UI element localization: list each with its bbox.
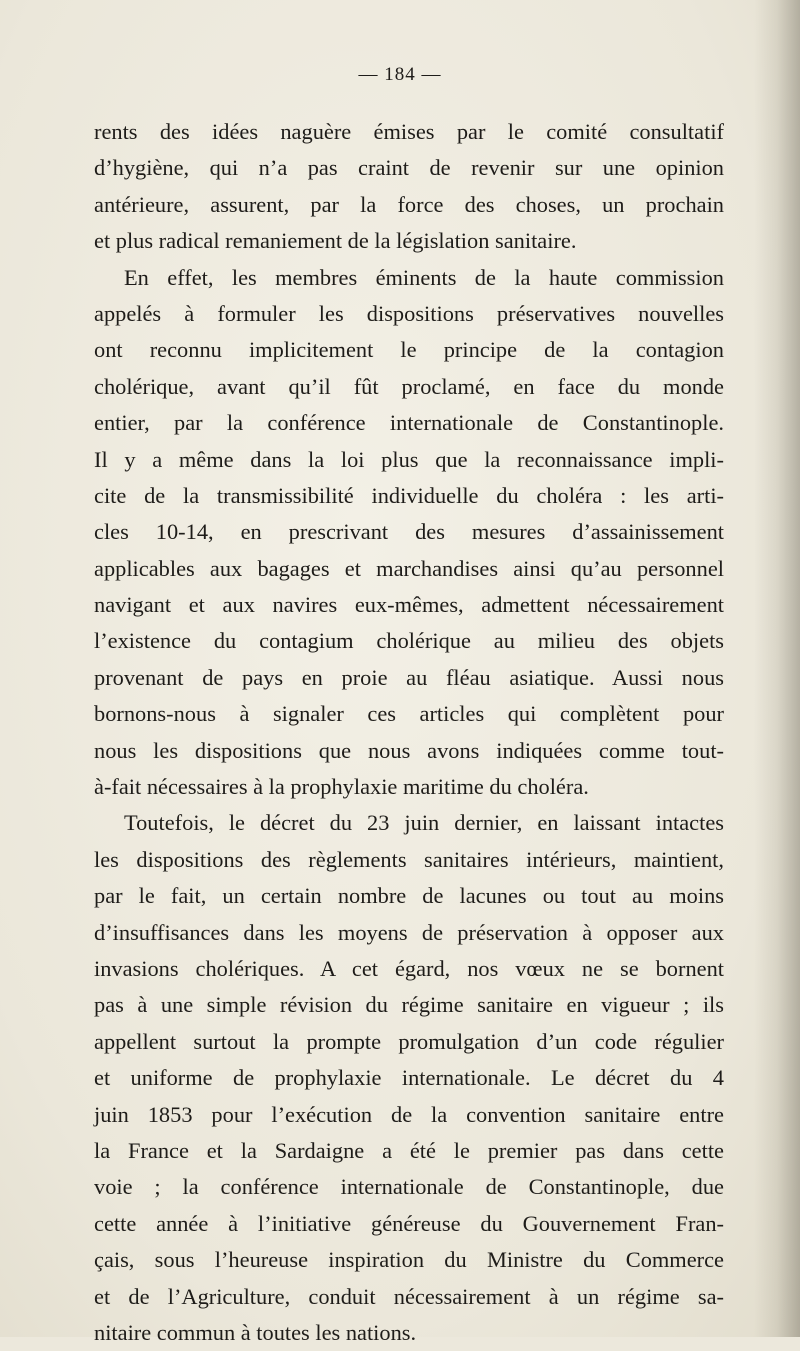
text-line: entier, par la conférence internationale de Constantinople.: [94, 410, 724, 436]
text-line: et de l’Agriculture, conduit nécessairement à un régime sa-: [94, 1283, 724, 1309]
text-line: d’hygiène, qui n’a pas craint de revenir sur une opinion: [94, 155, 724, 181]
text-line: par le fait, un certain nombre de lacunes ou tout au moins: [94, 883, 724, 909]
body-text: [94, 114, 724, 1351]
text-line: cette année à l’initiative généreuse du Gouvernement Fran-: [94, 1210, 724, 1236]
text-line: provenant de pays en proie au fléau asiatique. Aussi nous: [94, 664, 724, 690]
text-line: cite de la transmissibilité individuelle du choléra : les arti-: [94, 482, 724, 508]
text-line: appellent surtout la prompte promulgation d’un code régulier: [94, 1028, 724, 1054]
text-line: ont reconnu implicitement le principe de la contagion: [94, 337, 724, 363]
text-line: Il y a même dans la loi plus que la reconnaissance impli-: [94, 446, 724, 472]
text-line: et uniforme de prophylaxie internationale. Le décret du 4: [94, 1065, 724, 1091]
text-line: En effet, les membres éminents de la haute commission: [124, 264, 724, 290]
text-line: les dispositions des règlements sanitaires intérieurs, maintient,: [94, 846, 724, 872]
text-line: antérieure, assurent, par la force des choses, un prochain: [94, 191, 724, 217]
text-line: et plus radical remaniement de la législation sanitaire.: [94, 228, 577, 254]
text-line: nous les dispositions que nous avons indiquées comme tout-: [94, 737, 724, 763]
text-line: rents des idées naguère émises par le comité consultatif: [94, 119, 724, 144]
text-line: appelés à formuler les dispositions préservatives nouvelles: [94, 300, 724, 326]
text-line: la France et la Sardaigne a été le premier pas dans cette: [94, 1137, 724, 1163]
page-number-header: — 184 —: [358, 64, 442, 85]
text-line: voie ; la conférence internationale de Constantinople, due: [94, 1174, 724, 1200]
text-line: nitaire commun à toutes les nations.: [94, 1319, 417, 1345]
page-edge-shadow: [754, 0, 800, 1337]
text-line: juin 1853 pour l’exécution de la convention sanitaire entre: [94, 1101, 724, 1127]
text-line: navigant et aux navires eux-mêmes, admettent nécessairement: [94, 592, 724, 618]
text-line: bornons-nous à signaler ces articles qui complètent pour: [94, 701, 724, 727]
text-line: applicables aux bagages et marchandises ainsi qu’au personnel: [94, 555, 724, 581]
text-line: Toutefois, le décret du 23 juin dernier, en laissant intactes: [124, 810, 724, 836]
text-line: invasions cholériques. A cet égard, nos vœux ne se bornent: [94, 955, 724, 981]
text-line: à-fait nécessaires à la prophylaxie maritime du choléra.: [94, 774, 589, 800]
text-line: l’existence du contagium cholérique au milieu des objets: [94, 628, 724, 654]
text-line: çais, sous l’heureuse inspiration du Ministre du Commerce: [94, 1247, 724, 1273]
text-line: cholérique, avant qu’il fût proclamé, en face du monde: [94, 373, 724, 399]
text-line: d’insuffisances dans les moyens de préservation à opposer aux: [94, 919, 724, 945]
text-line: cles 10-14, en prescrivant des mesures d’assainissement: [94, 519, 724, 545]
text-line: pas à une simple révision du régime sanitaire en vigueur ; ils: [94, 992, 724, 1018]
